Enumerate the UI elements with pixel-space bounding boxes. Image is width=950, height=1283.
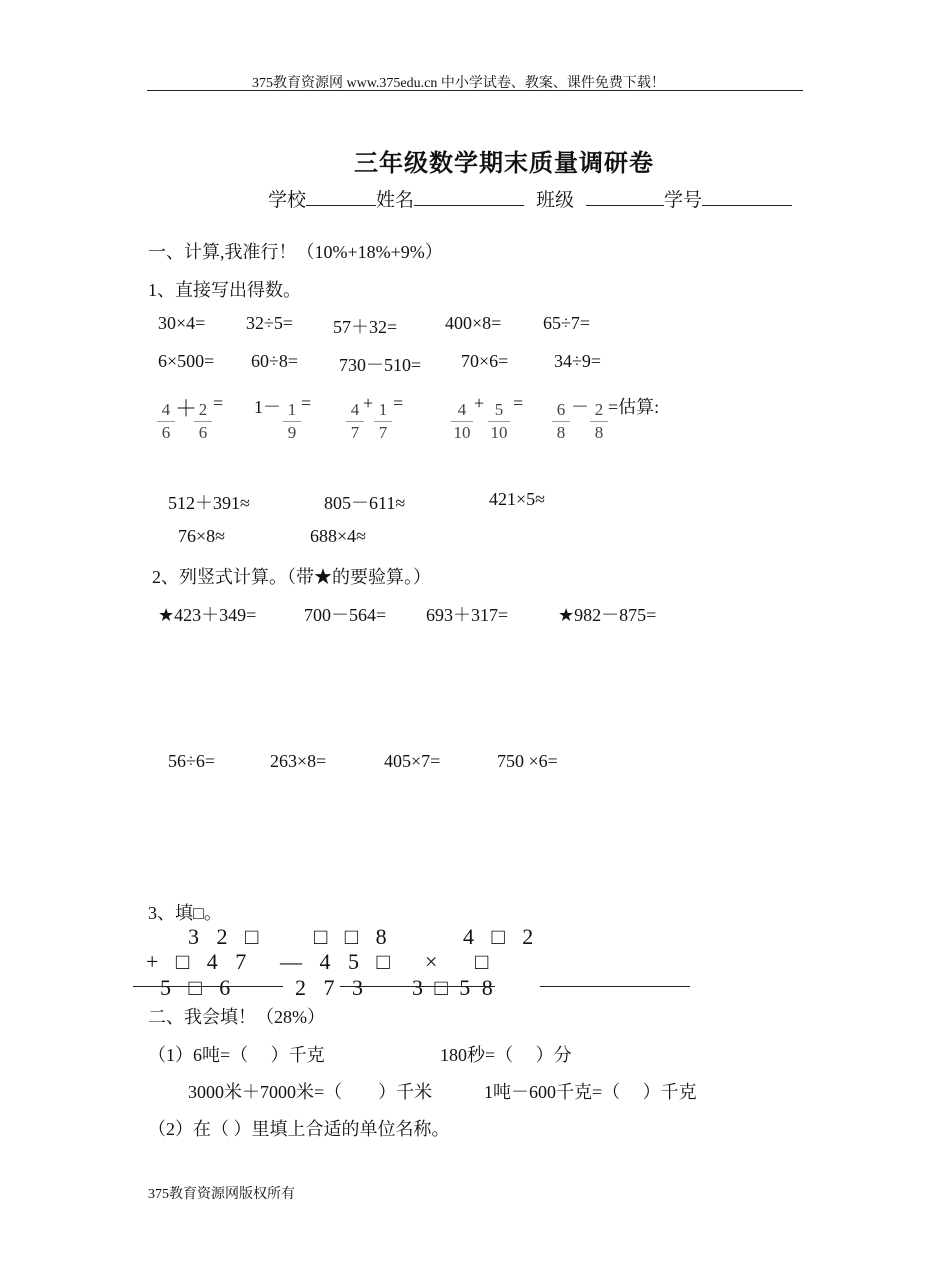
header-rule	[147, 90, 803, 91]
name-label: 姓名	[376, 190, 415, 211]
fraction: 2 6	[192, 400, 214, 443]
fraction: 2 8	[588, 400, 610, 443]
vertical-calc-item: ★982－875=	[558, 605, 657, 625]
fraction: 6 8	[550, 400, 572, 443]
fill-question: 3000米＋7000米=（ ）千米	[188, 1082, 433, 1102]
section2-heading: 二、我会填！（28%）	[148, 1007, 325, 1027]
number-blank[interactable]	[702, 189, 792, 206]
estimate-item: 512＋391≈	[168, 493, 250, 513]
calc-item: 30×4=	[158, 313, 206, 333]
number-label: 学号	[664, 190, 703, 211]
fill-box-puzzle-line: 2 7 3	[295, 975, 369, 1000]
fraction-equals: =	[213, 393, 224, 413]
vertical-calc-item: 693＋317=	[426, 605, 509, 625]
calc-item: 32÷5=	[246, 313, 294, 333]
fill-box-puzzle-line: □ □ 8	[314, 924, 393, 949]
fraction-equals: =	[393, 393, 404, 413]
part1-heading: 1、直接写出得数。	[148, 280, 301, 300]
estimate-item: 805－611≈	[324, 493, 406, 513]
fraction: 1 9	[281, 400, 303, 443]
fraction-operator: +	[474, 393, 485, 413]
fill-box-puzzle-line: ×	[425, 949, 444, 974]
school-label: 学校	[268, 190, 307, 211]
fraction: 1 7	[372, 400, 394, 443]
fraction: 4 7	[344, 400, 366, 443]
school-blank[interactable]	[306, 189, 376, 206]
part3-heading: 3、填□。	[148, 903, 222, 923]
fraction: 4 10	[449, 400, 475, 443]
page-title: 三年级数学期末质量调研卷	[354, 151, 654, 177]
fraction-operator: +	[363, 393, 374, 413]
fill-box-puzzle-line: 3 2 □	[188, 924, 265, 949]
fraction-equals: =估算:	[608, 397, 660, 417]
fill-box-puzzle-line: □	[475, 949, 495, 974]
class-blank[interactable]	[586, 189, 664, 206]
fill-question: 180秒=（ ）分	[440, 1045, 572, 1065]
part2-heading: 2、列竖式计算。（带★的要验算。）	[152, 567, 431, 587]
page-footer: 375教育资源网版权所有	[148, 1187, 295, 1202]
fill-question: （1）6吨=（ ）千克	[148, 1045, 325, 1065]
fill-box-puzzle-line: — 4 5 □	[280, 949, 396, 974]
fraction-operator: －	[571, 397, 589, 417]
puzzle-rule	[540, 986, 690, 987]
calc-item: 34÷9=	[554, 351, 602, 371]
estimate-item: 688×4≈	[310, 526, 367, 546]
fraction-equals: =	[513, 393, 524, 413]
fill-box-puzzle-line: 4 □ 2	[463, 924, 540, 949]
vertical-calc-item: 56÷6=	[168, 751, 216, 771]
page-header-text: 375教育资源网 www.375edu.cn 中小学试卷、教案、课件免费下载！	[252, 76, 665, 91]
fraction-operator: ＋	[175, 396, 198, 421]
student-info-row	[268, 185, 792, 212]
vertical-calc-item: 750 ×6=	[497, 751, 558, 771]
calc-item: 65÷7=	[543, 313, 591, 333]
fill-box-puzzle-line: + □ 4 7	[146, 949, 253, 974]
calc-item: 57＋32=	[333, 317, 398, 337]
vertical-calc-item: 263×8=	[270, 751, 327, 771]
calc-item: 70×6=	[461, 351, 509, 371]
calc-item: 400×8=	[445, 313, 502, 333]
fill-box-puzzle-line: 5 □ 6	[160, 975, 237, 1000]
calc-item: 60÷8=	[251, 351, 299, 371]
fraction-lead: 1－	[254, 397, 281, 417]
vertical-calc-item: 700－564=	[304, 605, 387, 625]
puzzle-rule	[340, 986, 495, 987]
puzzle-rule	[133, 986, 283, 987]
fill-question: 1吨－600千克=（ ）千克	[484, 1082, 697, 1102]
fraction-equals: =	[301, 393, 312, 413]
fill-question: （2）在（ ）里填上合适的单位名称。	[148, 1119, 450, 1139]
class-label: 班级	[536, 190, 575, 211]
estimate-item: 76×8≈	[178, 526, 226, 546]
fraction: 5 10	[486, 400, 512, 443]
vertical-calc-item: 405×7=	[384, 751, 441, 771]
name-blank[interactable]	[414, 189, 524, 206]
calc-item: 6×500=	[158, 351, 215, 371]
fraction: 4 6	[155, 400, 177, 443]
vertical-calc-item: ★423＋349=	[158, 605, 257, 625]
calc-item: 730－510=	[339, 355, 422, 375]
estimate-item: 421×5≈	[489, 489, 546, 509]
section1-heading: 一、计算,我准行！（10%+18%+9%）	[148, 242, 443, 262]
fill-box-puzzle-line: 3 □ 5 8	[412, 975, 496, 1000]
